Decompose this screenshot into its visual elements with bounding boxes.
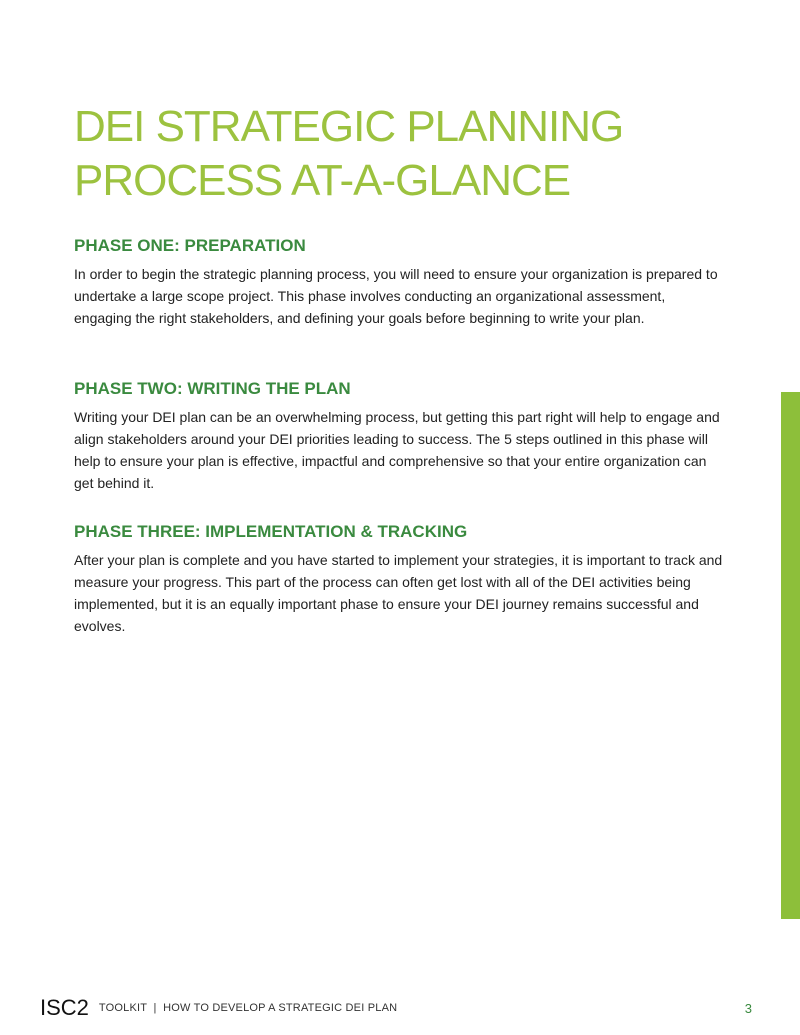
section-phase-three — [74, 521, 724, 637]
page-title-line-1: DEI STRATEGIC PLANNING — [74, 102, 624, 151]
page-title — [74, 100, 714, 208]
section-body: After your plan is complete and you have started to implement your strategies, it is important to track and measure your progress. This part of the process can often get lost with all of the DEI activities being implemented, but it is an equally important phase to ensure your DEI journey remains successful and evolves. — [74, 552, 723, 634]
decorative-side-bar — [781, 392, 800, 919]
page-number: 3 — [744, 1000, 752, 1016]
section-heading: PHASE TWO: WRITING THE PLAN — [74, 379, 351, 398]
footer-text: TOOLKIT | HOW TO DEVELOP A STRATEGIC DEI PLAN — [98, 1002, 398, 1014]
isc2-logo: ISC2 — [40, 995, 89, 1020]
section-heading: PHASE THREE: IMPLEMENTATION & TRACKING — [74, 522, 468, 541]
footer — [40, 996, 752, 1020]
section-phase-two — [74, 378, 724, 494]
section-body: Writing your DEI plan can be an overwhelming process, but getting this part right will help to engage and align stakeholders around your DEI priorities leading to success. The 5 steps outlined in this phase will help to ensure your plan is effective, impactful and comprehensive so that your entire organization can get behind it. — [74, 409, 720, 491]
page-title-line-2: PROCESS AT-A-GLANCE — [74, 156, 571, 205]
section-body: In order to begin the strategic planning process, you will need to ensure your organization is prepared to undertake a large scope project. This phase involves conducting an organizational assessment, engaging the right stakeholders, and defining your goals before beginning to write your plan. — [74, 266, 718, 326]
section-phase-one — [74, 235, 724, 329]
section-heading: PHASE ONE: PREPARATION — [74, 236, 306, 255]
